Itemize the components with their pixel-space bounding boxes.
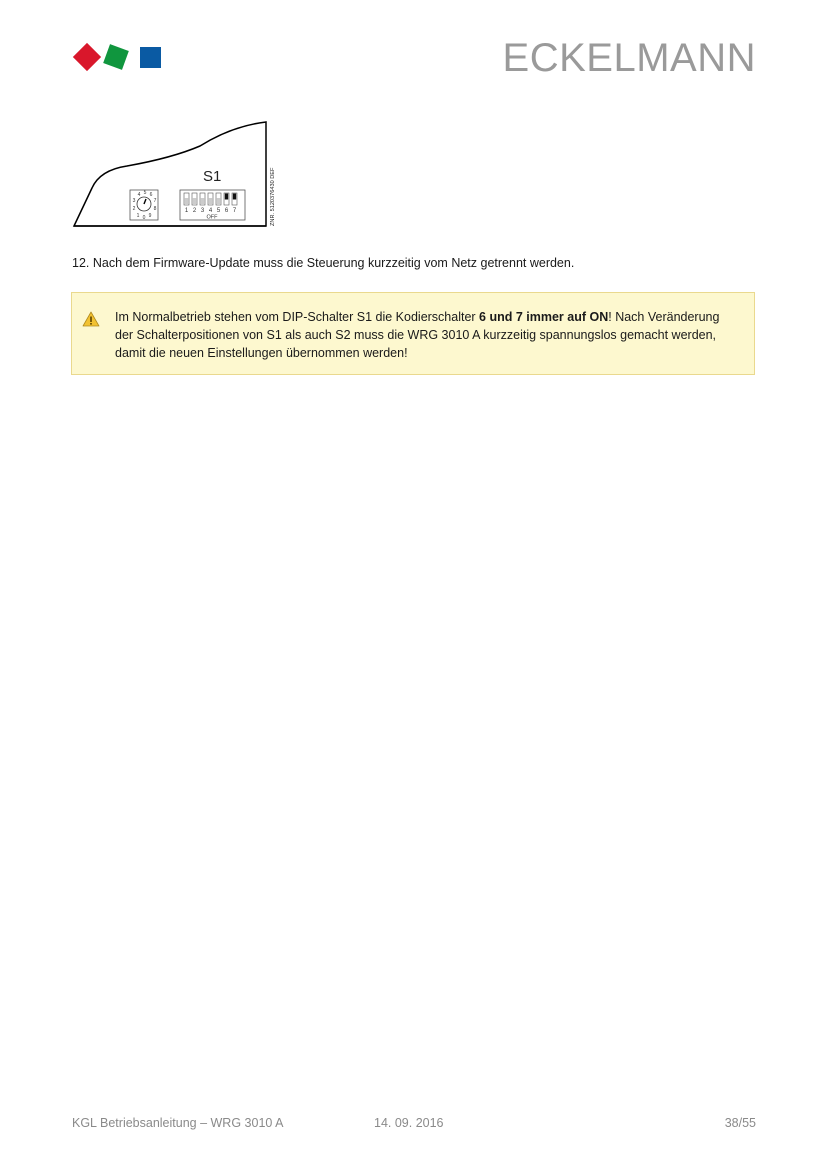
footer-page-number: 38/55 (724, 1116, 756, 1130)
rotary-digit: 3 (132, 198, 136, 204)
logo-blue-square (140, 47, 161, 68)
drawing-number: ZNR. 5120376430 DEF (270, 167, 276, 226)
logo-red-square (73, 43, 101, 71)
footer-document-title: KGL Betriebsanleitung – WRG 3010 A (72, 1116, 284, 1130)
dip-number: 6 (224, 208, 229, 214)
rotary-digit: 4 (137, 192, 141, 198)
step-12-text: 12. Nach dem Firmware-Update muss die Steuerung kurzzeitig vom Netz getrennt werden. (72, 256, 575, 270)
dip-number: 4 (208, 208, 213, 214)
dip-off-label: OFF (206, 214, 218, 221)
dip-knob-off (193, 198, 196, 204)
warning-text (115, 308, 735, 362)
warning-text-part1: Im Normalbetrieb stehen vom DIP-Schalter S1 die Kodierschalter (115, 310, 480, 324)
eckelmann-logo-squares (72, 42, 164, 74)
dip-number: 1 (184, 208, 189, 214)
brand-wordmark: ECKELMANN (502, 36, 756, 80)
rotary-digit: 1 (136, 213, 140, 219)
rotary-digit: 6 (149, 192, 153, 198)
rotary-digit: 2 (132, 206, 136, 212)
warning-icon (82, 311, 100, 327)
rotary-digit: 0 (142, 215, 146, 221)
dip-number: 7 (232, 208, 237, 214)
dip-knob-on-6 (225, 194, 228, 200)
dip-number: 2 (192, 208, 197, 214)
rotary-digit: 7 (153, 198, 157, 204)
warning-text-part2: ! Nach Veränderung der Schalterpositionen von S1 als auch S2 muss die WRG 3010 A kurzzeitig spannungslos gemacht werden, damit die neuen Einstellungen übernommen werden! (115, 310, 720, 360)
rotary-digit: 5 (143, 190, 147, 196)
dip-knob-off (185, 198, 188, 204)
switch-label-s1: S1 (203, 168, 222, 185)
rotary-digit: 9 (148, 213, 152, 219)
dip-switch-figure (72, 118, 282, 230)
warning-notice (71, 292, 755, 375)
dip-knob-on-7 (233, 194, 236, 200)
dip-knob-off (217, 198, 220, 204)
dip-number: 3 (200, 208, 205, 214)
dip-number: 5 (216, 208, 221, 214)
warning-highlight: 6 und 7 immer auf ON (479, 310, 609, 324)
rotary-digit: 8 (153, 206, 157, 212)
logo-green-square (103, 44, 129, 70)
dip-knob-off (201, 198, 204, 204)
footer-date: 14. 09. 2016 (374, 1116, 444, 1130)
dip-knob-off (209, 198, 212, 204)
